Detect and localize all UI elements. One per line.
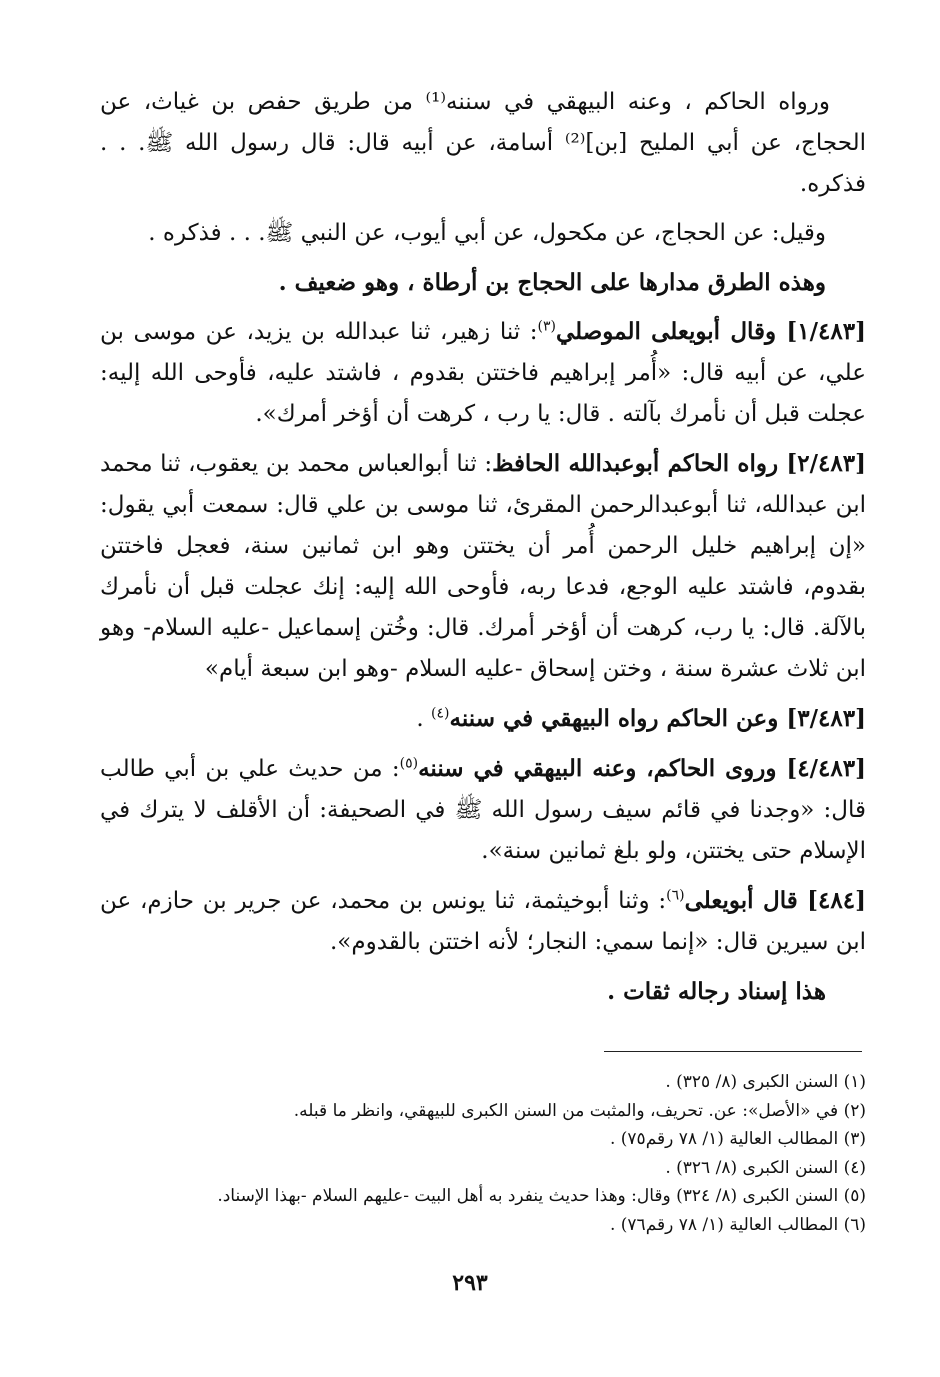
footnote-4: (٤) السنن الكبرى (٨/ ٣٢٦) . [665, 1157, 866, 1178]
hadith-heading: [٣/٤٨٣] وعن الحاكم رواه البيهقي في سننه [449, 705, 866, 732]
hadith-body: . [416, 706, 432, 732]
hadith-heading: [٤٨٤] قال أبويعلى [684, 887, 866, 914]
footnote-5: (٥) السنن الكبرى (٨/ ٣٢٤) وقال: وهذا حديث ينفرد به أهل البيت -عليهم السلام -بهذا الإسناد. [217, 1186, 866, 1206]
hadith-body: : وثنا أبوخيثمة، ثنا يونس بن محمد، عن جرير بن حازم، عن ابن سيرين قال: «إنما سمي: النجار؛ لأنه اختتن بالقدوم». [100, 888, 866, 955]
footnote-ref: (٣) [537, 318, 556, 335]
paragraph-3: وهذه الطرق مدارها على الحجاج بن أرطاة ، وهو ضعيف . [278, 269, 826, 296]
footnote-ref: (٥) [399, 755, 419, 772]
hadith-body: : ثنا أبوالعباس محمد بن يعقوب، ثنا محمد ابن عبدالله، ثنا أبوعبدالرحمن المقرئ، ثنا موسى بن علي قال: سمعت أبي يقول: «إن إبراهيم خليل الرحمن أُمر أن يختتن وهو ابن ثمانين سنة، فعجل فاختتن بقدوم، فاشتد عليه الوجع، فدعا ربه، فأوحى الله إليه: إنك عجلت قبل أن نأمرك بالآلة. قال: يا رب، كرهت أن أؤخر أمرك. قال: وخُتن إسماعيل -عليه السلام- وهو ابن ثلاث عشرة سنة ، وختن إسحاق -عليه السلام -وهو ابن سبعة أيام» [100, 451, 866, 682]
hadith-heading: [٤/٤٨٣] وروى الحاكم، وعنه البيهقي في سننه [418, 755, 866, 782]
page-number: ٢٩٣ [452, 1270, 488, 1296]
footnote-3: (٣) المطالب العالية (١/ ٧٨ رقم٧٥) . [609, 1129, 866, 1149]
footnote-2: (٢) في «الأصل»: عن. تحريف، والمثبت من السنن الكبرى للبيهقي، وانظر ما قبله. [293, 1100, 866, 1121]
footnotes [150, 1068, 866, 1239]
footnote-divider [604, 1051, 862, 1052]
footnote-ref: (٦) [666, 887, 685, 904]
paragraph-1: ورواه الحاكم ، وعنه البيهقي في سننه⁽¹⁾ من طريق حفص بن غياث، عن الحجاج، عن أبي المليح [بن]⁽²⁾ أسامة، عن أبيه قال: قال رسول الله ﷺ. . . فذكره. [100, 89, 866, 197]
hadith-483-2 [100, 443, 866, 690]
hadith-body: : ثنا زهير، ثنا عبدالله بن يزيد، عن موسى بن علي، عن أبيه قال: «أُمر إبراهيم فاختتن بقدوم ، فاشتد عليه، فأوحى الله إليه: عجلت قبل أن نأمرك بآلته . قال: يا رب ، كرهت أن أؤخر أمرك». [100, 319, 866, 427]
footnote-ref: (٤) [431, 705, 450, 722]
paragraph-2: وقيل: عن الحجاج، عن مكحول، عن أبي أيوب، عن النبي ﷺ. . . فذكره . [148, 220, 826, 246]
hadith-body: : من حديث علي بن أبي طالب قال: «وجدنا في قائم سيف رسول الله ﷺ في الصحيفة: أن الأقلف لا يترك في الإسلام حتى يختتن، ولو بلغ ثمانين سنة». [100, 756, 866, 864]
hadith-483-1 [100, 311, 866, 435]
hadith-483-3 [100, 698, 866, 740]
footnote-6: (٦) المطالب العالية (١/ ٧٨ رقم٧٦) . [609, 1214, 866, 1235]
footnote-1: (١) السنن الكبرى (٨/ ٣٢٥) . [665, 1072, 866, 1092]
hadith-483-4 [100, 748, 866, 872]
main-text [100, 82, 866, 1020]
paragraph-verdict: هذا إسناد رجاله ثقات . [607, 978, 826, 1005]
hadith-heading: [٢/٤٨٣] رواه الحاكم أبوعبدالله الحافظ [492, 450, 866, 477]
hadith-heading: [١/٤٨٣] وقال أبويعلى الموصلي [555, 318, 866, 345]
hadith-484 [100, 880, 866, 963]
